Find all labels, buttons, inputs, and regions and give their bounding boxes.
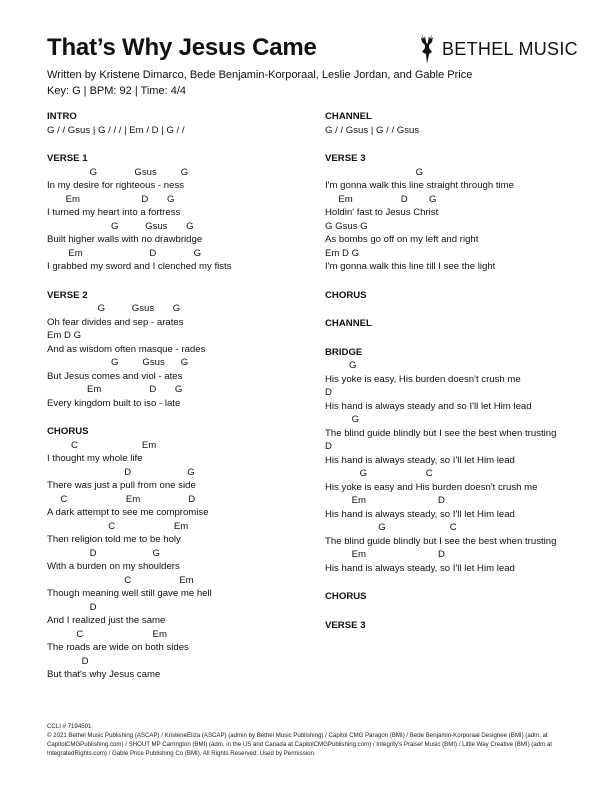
chord-line: D: [47, 655, 89, 667]
chord-line: G Gsus G: [325, 220, 368, 232]
chord-line: Em D G: [47, 193, 175, 205]
chord-line: Em D G: [325, 247, 360, 259]
chord-line: D: [47, 601, 97, 613]
chord-line: D: [325, 441, 332, 452]
lyric-line: His hand is always steady, so I'll let Him lead: [325, 562, 515, 574]
chord-line: C Em: [47, 439, 157, 451]
song-section: [47, 425, 307, 682]
chord-line: C Em: [47, 574, 194, 586]
chord-line: G: [325, 360, 357, 371]
song-section: [325, 317, 575, 331]
song-section: [325, 289, 575, 303]
right-column: [325, 110, 575, 647]
section-heading: CHANNEL: [325, 318, 372, 329]
lyric-line: But that's why Jesus came: [47, 669, 161, 680]
chord-line: G C: [325, 522, 457, 533]
copyright-footer: [47, 722, 567, 758]
lyric-line: Holdin' fast to Jesus Christ: [325, 207, 439, 218]
chord-line: Em D: [325, 549, 445, 560]
chord-line: G: [325, 166, 424, 178]
ccli-number: CCLI # 7194501: [47, 723, 92, 730]
chord-line: G Gsus G: [47, 357, 189, 368]
left-column: [47, 110, 307, 697]
lyric-line: In my desire for righteous - ness: [47, 180, 185, 191]
chord-line: G: [325, 414, 360, 425]
chord-line: Em D G: [47, 384, 183, 395]
lyric-line: A dark attempt to see me compromise: [47, 507, 209, 518]
chord-line: G / / Gsus | G / / / | Em / D | G / /: [47, 124, 185, 136]
song-section: [325, 152, 575, 274]
chord-line: C Em: [47, 628, 167, 640]
lyric-line: The roads are wide on both sides: [47, 642, 189, 653]
section-heading: VERSE 1: [47, 153, 88, 164]
section-heading: BRIDGE: [325, 346, 363, 358]
chord-line: G Gsus G: [47, 220, 194, 232]
chord-line: D: [325, 387, 332, 398]
lyric-line: Oh fear divides and sep - arates: [47, 316, 184, 328]
lyric-line: His yoke is easy and His burden doesn't crush me: [325, 481, 538, 493]
chord-line: D G: [47, 466, 195, 478]
copyright-text: © 2021 Bethel Music Publishing (ASCAP) / KristeneEliza (ASCAP) (admin by Bethel Music Publishing) / Capitol CMG Paragon (BMI) / Bede Benjamin-Korporaal Designee (BMI) (adm. at CapitolCMGPublishing.com) / SHOUT MP Carrington (BMI) (adm. in the US and Canada at CapitolCMGPublishing.com) / Integrity's Praise! Music (BMI) / Little Way Creative (BMI) (adm at IntegratedRights.com) / Gable Price Publishing Co (BMI). All Rights Reserved. Used by Permission.: [47, 732, 552, 757]
section-heading: CHORUS: [325, 289, 367, 301]
lyric-line: His hand is always steady, so I'll let Him lead: [325, 508, 515, 520]
lyric-line: His hand is always steady, so I'll let Him lead: [325, 454, 515, 466]
chord-line: D G: [47, 547, 161, 559]
section-heading: VERSE 3: [325, 153, 366, 164]
chord-line: Em D: [325, 495, 445, 506]
chord-line: Em D G: [47, 247, 202, 259]
lyric-line: Built higher walls with no drawbridge: [47, 234, 203, 245]
lyric-line: His hand is always steady and so I'll let Him lead: [325, 400, 532, 412]
song-section: [47, 289, 307, 411]
chord-line: G / / Gsus | G / / Gsus: [325, 124, 420, 136]
chord-line: Em D G: [47, 330, 82, 341]
brand-name: BETHEL MUSIC: [442, 38, 578, 59]
lyric-line: His yoke is easy, His burden doesn't crush me: [325, 373, 521, 385]
song-section: [325, 110, 575, 137]
song-title: That’s Why Jesus Came: [47, 34, 317, 61]
lyric-line: Every kingdom built to iso - late: [47, 397, 181, 409]
chord-line: Em D G: [325, 193, 437, 205]
section-heading: CHANNEL: [325, 111, 372, 122]
chord-line: C Em D: [47, 493, 196, 505]
section-heading: VERSE 2: [47, 289, 88, 301]
chord-line: G C: [325, 468, 433, 479]
lyric-line: But Jesus comes and viol - ates: [47, 370, 183, 382]
song-info: Key: G | BPM: 92 | Time: 4/4: [47, 85, 186, 97]
lyric-line: The blind guide blindly but I see the best when trusting: [325, 535, 557, 547]
lyric-line: I thought my whole life: [47, 453, 143, 464]
section-heading: VERSE 3: [325, 619, 366, 631]
bethel-music-logo: [416, 32, 578, 66]
section-heading: CHORUS: [325, 591, 367, 602]
song-section: [47, 110, 307, 137]
lyric-line: I'm gonna walk this line straight through time: [325, 180, 515, 191]
lyric-line: I'm gonna walk this line till I see the light: [325, 261, 496, 272]
lyric-line: Though meaning well still gave me hell: [47, 588, 212, 599]
chord-line: G Gsus G: [47, 303, 181, 314]
chord-line: G Gsus G: [47, 166, 189, 178]
lyric-line: I grabbed my sword and I clenched my fists: [47, 261, 232, 272]
lyric-line: Then religion told me to be holy: [47, 534, 181, 545]
lyric-line: And as wisdom often masque - rades: [47, 343, 206, 355]
lyric-line: The blind guide blindly but I see the best when trusting: [325, 427, 557, 439]
section-heading: CHORUS: [47, 426, 89, 437]
lyric-line: There was just a pull from one side: [47, 480, 196, 491]
section-heading: INTRO: [47, 111, 77, 122]
writers-line: Written by Kristene Dimarco, Bede Benjamin-Korporaal, Leslie Jordan, and Gable Price: [47, 69, 473, 81]
song-section: [47, 152, 307, 274]
lyric-line: I turned my heart into a fortress: [47, 207, 181, 218]
lyric-line: And I realized just the same: [47, 615, 166, 626]
chord-line: C Em: [47, 520, 189, 532]
lyric-line: With a burden on my shoulders: [47, 561, 180, 572]
song-section: [325, 590, 575, 604]
deer-antler-icon: [416, 32, 438, 66]
song-section: [325, 346, 575, 576]
lyric-line: As bombs go off on my left and right: [325, 234, 479, 245]
song-section: [325, 619, 575, 633]
